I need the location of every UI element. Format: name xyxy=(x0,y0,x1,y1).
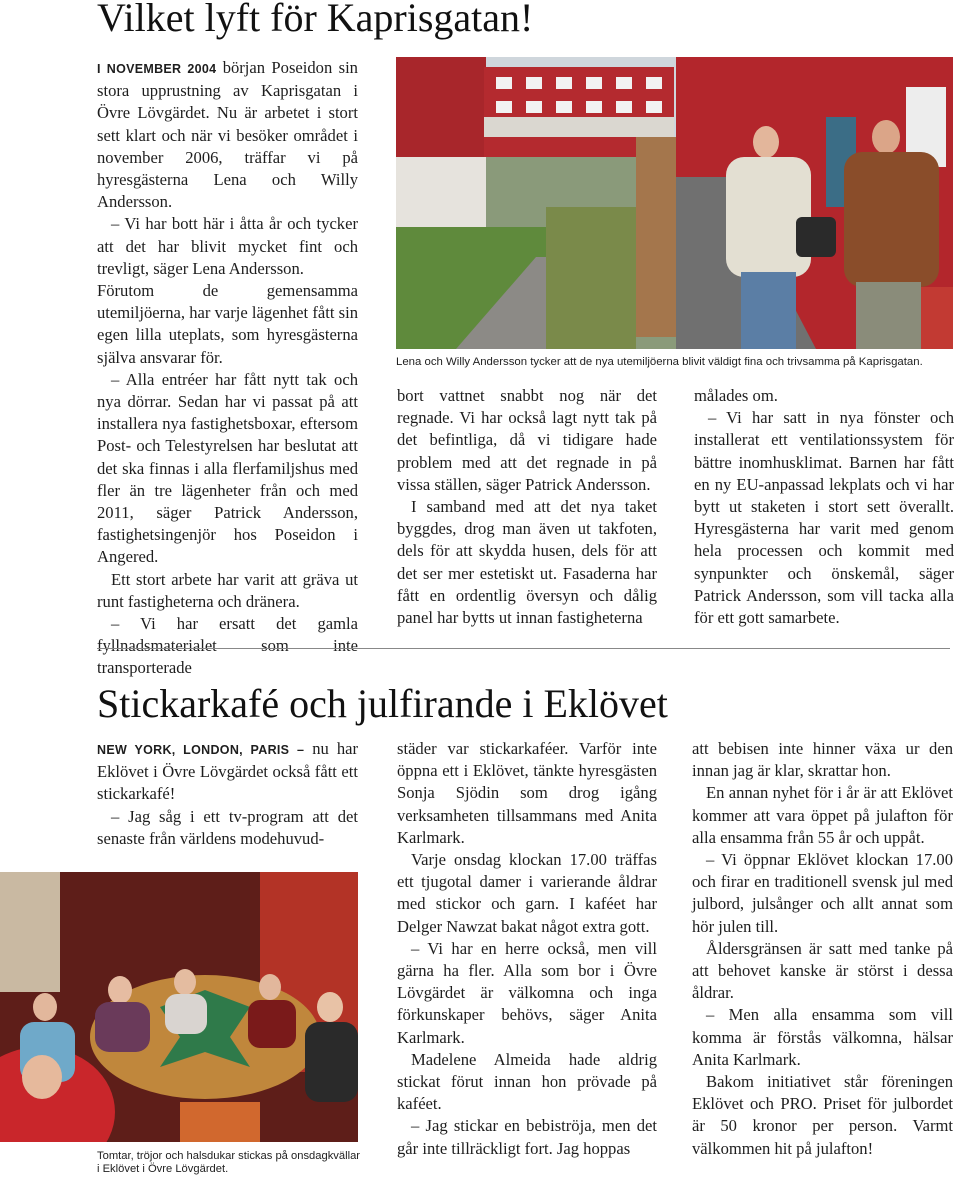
article2-paragraph: NEW YORK, LONDON, PARIS – nu har Eklövet i Övre Lövgärdet också fått ett stickarkafé! xyxy=(97,739,359,804)
article2-paragraph: En annan nyhet för i år är att Eklövet kommer att vara öppet på julafton för alla ensamma från 55 år och uppåt. xyxy=(692,783,953,847)
article2-headline: Stickarkafé och julfirande i Eklövet xyxy=(97,681,668,726)
article2-paragraph: Åldersgränsen är satt med tanke på att behovet kanske är störst i dessa åldrar. xyxy=(692,938,953,1003)
article1-column-2 xyxy=(397,385,657,629)
article1-paragraph: I NOVEMBER 2004 början Poseidon sin stora upprustning av Kaprisgatan i Övre Lövgärdet. Nu är arbetet i stort sett klart och när vi besöker området i november 2006, träffar vi på hyresgästerna Lena och Willy Andersson. xyxy=(97,58,358,212)
article2-column-2 xyxy=(397,738,657,1160)
article2-paragraph: – Jag såg i ett tv-program att det senaste från världens modehuvud- xyxy=(97,806,358,848)
article2-paragraph: städer var stickarkaféer. Varför inte öppna ett i Eklövet, tänkte hyresgästen Sonja Sjödin som drog igång verksamheten tillsammans med Anita Karlmark. xyxy=(397,739,657,847)
article1-paragraph: – Vi har satt in nya fönster och installerat ett ventilationssystem för bättre inomhusklimat. Barnen har fått en ny EU-anpassad lekplats och vi har bytt ut staketen i stort sett överallt. Hyresgästerna har varit med genom hela processen och kommit med synpunkter och önskemål, säger Patrick Andersson, som vill tacka alla för ett gott samarbete. xyxy=(694,408,954,628)
article2-paragraph: – Vi har en herre också, men vill gärna ha fler. Alla som bor i Övre Lövgärdet är välkomna och inga förkunskaper behövs, säger Anita Karlmark. xyxy=(397,938,657,1047)
article1-paragraph: Förutom de gemensamma utemiljöerna, har varje lägenhet fått sin egen lilla uteplats, som hyresgästerna själva ansvarar för. xyxy=(97,281,358,367)
article1-photo xyxy=(396,57,953,349)
article2-column-1 xyxy=(97,738,358,850)
article1-column-1 xyxy=(97,57,358,680)
article2-paragraph: Varje onsdag klockan 17.00 träffas ett tjugotal damer i varierande åldrar med stickor och garn. I kaféet har Delger Nawzat bakat något extra gott. xyxy=(397,850,657,936)
article1-lead: I NOVEMBER 2004 xyxy=(97,62,217,76)
article2-column-3 xyxy=(692,738,953,1160)
article1-paragraph: – Vi har bott här i åtta år och tycker att det har blivit mycket fint och trevligt, säger Lena Andersson. xyxy=(97,214,358,278)
article1-headline: Vilket lyft för Kaprisgatan! xyxy=(97,0,534,40)
article2-photo-caption: Tomtar, tröjor och halsdukar stickas på onsdagkvällar i Eklövet i Övre Lövgärdet. xyxy=(97,1150,361,1175)
article1-paragraph: – Alla entréer har fått nytt tak och nya dörrar. Sedan har vi passat på att installera nya fastighetsboxar, eftersom Post- och Telestyrelsen har beslutat att det ska finnas i alla flerfamiljshus med fler än tre lägenheter från och med 2011, säger Patrick Andersson, fastighetsingenjör hos Poseidon i Angered. xyxy=(97,369,358,567)
article2-paragraph: – Vi öppnar Eklövet klockan 17.00 och firar en traditionell svensk jul med julbord, julsånger och allt annat som hör julen till. xyxy=(692,850,953,936)
article2-photo xyxy=(0,872,358,1142)
article2-paragraph: – Men alla ensamma som vill komma är förstås välkomna, hälsar Anita Karlmark. xyxy=(692,1005,953,1069)
article1-paragraph: målades om. xyxy=(694,386,778,405)
article1-photo-caption: Lena och Willy Andersson tycker att de nya utemiljöerna blivit väldigt fina och trivsamma på Kaprisgatan. xyxy=(396,356,923,368)
article1-paragraph: I samband med att det nya taket byggdes, drog man även ut takfoten, dels för att skydda husen, dels för att det ser mer estetiskt ut. Fasaderna har fått en ordentlig översyn och dålig panel har bytts ut innan fastigheterna xyxy=(397,497,657,628)
article1-paragraph: – Vi har ersatt det gamla fyllnadsmaterialet som inte transporterade xyxy=(97,614,358,678)
article2-paragraph: – Jag stickar en bebiströja, men det går inte tillräckligt fort. Jag hoppas xyxy=(397,1116,657,1158)
article2-lead: NEW YORK, LONDON, PARIS – xyxy=(97,743,305,757)
section-divider xyxy=(97,648,950,649)
courtyard-photo-illustration xyxy=(396,57,953,349)
article2-paragraph: Bakom initiativet står föreningen Eklövet och PRO. Priset för julbordet är 50 kronor per person. Varmt välkommen hit på julafton! xyxy=(692,1072,953,1158)
article2-paragraph: att bebisen inte hinner växa ur den innan jag är klar, skrattar hon. xyxy=(692,739,953,781)
article1-paragraph: bort vattnet snabbt nog när det regnade. Vi har också lagt nytt tak på det befintliga, då vi tidigare hade problem med att det regnade in på vissa ställen, säger Patrick Andersson. xyxy=(397,386,657,494)
knitting-cafe-photo-illustration xyxy=(0,872,358,1142)
article1-column-3 xyxy=(694,385,954,629)
article1-paragraph: Ett stort arbete har varit att gräva ut runt fastigheterna och dränera. xyxy=(97,569,358,611)
article2-paragraph: Madelene Almeida hade aldrig stickat förut innan hon prövade på kaféet. xyxy=(397,1049,657,1114)
